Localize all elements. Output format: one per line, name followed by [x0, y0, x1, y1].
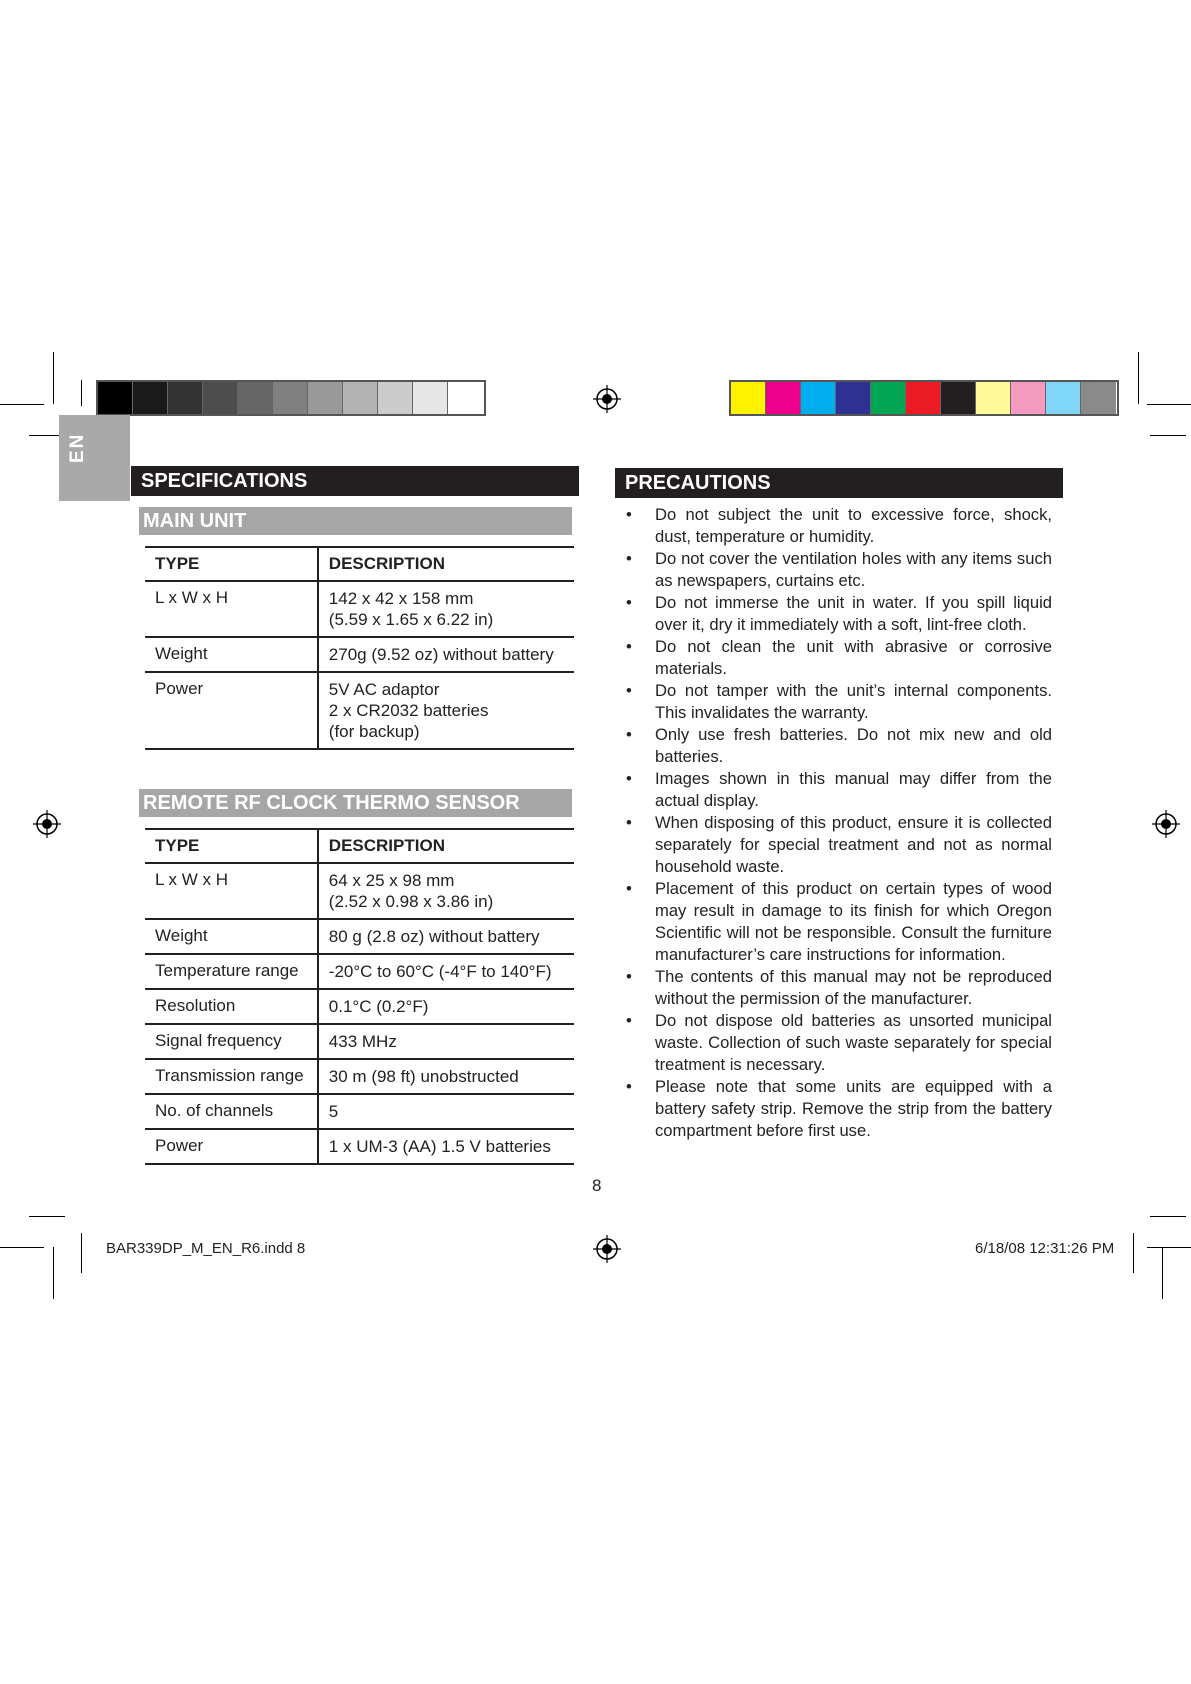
footer-timestamp: 6/18/08 12:31:26 PM — [975, 1240, 1115, 1257]
table-row — [145, 919, 574, 954]
table-row — [145, 954, 574, 989]
page-number: 8 — [592, 1176, 602, 1195]
spec-type-cell: No. of channels — [145, 1094, 318, 1129]
bullet-icon: • — [626, 637, 632, 656]
list-item — [622, 504, 1052, 548]
spec-type-cell: Weight — [145, 637, 318, 672]
crop-mark — [1138, 352, 1139, 404]
crop-mark — [1162, 1247, 1163, 1299]
list-item — [622, 812, 1052, 878]
spec-description-line: -20°C to 60°C (-4°F to 140°F) — [328, 962, 552, 981]
color-swatch — [906, 382, 941, 414]
crop-mark — [0, 404, 44, 405]
color-swatch — [98, 382, 133, 414]
precaution-text: Do not clean the unit with abrasive or corrosive materials. — [655, 637, 1052, 678]
bullet-icon: • — [626, 1077, 632, 1096]
bullet-icon: • — [626, 769, 632, 788]
table-row — [145, 672, 574, 749]
table-row — [145, 1059, 574, 1094]
crop-mark — [29, 1216, 65, 1217]
registration-mark-icon — [593, 1235, 621, 1263]
precaution-text: The contents of this manual may not be reproduced without the permission of the manufacturer. — [655, 967, 1052, 1008]
spec-description-line: 433 MHz — [328, 1032, 397, 1051]
spec-description-cell — [318, 637, 574, 672]
list-item — [622, 966, 1052, 1010]
spec-type-cell: L x W x H — [145, 863, 318, 919]
spec-description-cell — [318, 863, 574, 919]
crop-mark — [0, 1247, 44, 1248]
spec-description-cell — [318, 1094, 574, 1129]
precaution-text: Images shown in this manual may differ from the actual display. — [655, 769, 1052, 810]
crop-mark — [1147, 404, 1191, 405]
spec-description-cell — [318, 954, 574, 989]
precaution-text: Please note that some units are equipped with a battery safety strip. Remove the strip from the battery compartment before first use. — [655, 1077, 1052, 1140]
list-item — [622, 1010, 1052, 1076]
spec-description-line: 5V AC adaptor — [328, 680, 440, 699]
main-unit-spec-table — [145, 546, 574, 750]
table-row — [145, 1024, 574, 1059]
table-header-description: DESCRIPTION — [318, 547, 574, 581]
list-item — [622, 878, 1052, 966]
bullet-icon: • — [626, 505, 632, 524]
registration-mark-icon — [33, 810, 61, 838]
bullet-icon: • — [626, 725, 632, 744]
footer-filename: BAR339DP_M_EN_R6.indd 8 — [106, 1240, 306, 1257]
spec-description-line: 2 x CR2032 batteries — [328, 701, 489, 720]
table-row — [145, 1129, 574, 1164]
list-item — [622, 636, 1052, 680]
spec-description-line: (2.52 x 0.98 x 3.86 in) — [328, 892, 494, 911]
color-swatch — [238, 382, 273, 414]
crop-mark — [81, 380, 82, 406]
spec-type-cell: Transmission range — [145, 1059, 318, 1094]
bullet-icon: • — [626, 813, 632, 832]
crop-mark — [1150, 435, 1186, 436]
table-header-type: TYPE — [145, 829, 318, 863]
spec-type-cell: Power — [145, 1129, 318, 1164]
table-row — [145, 1094, 574, 1129]
color-swatch — [836, 382, 871, 414]
table-row — [145, 989, 574, 1024]
precaution-text: Do not immerse the unit in water. If you spill liquid over it, dry it immediately with a soft, lint-free cloth. — [655, 593, 1052, 634]
color-swatch — [941, 382, 976, 414]
precautions-list — [622, 504, 1052, 1142]
list-item — [622, 724, 1052, 768]
language-tab-label: EN — [67, 432, 88, 463]
color-swatch — [731, 382, 766, 414]
color-swatch — [1011, 382, 1046, 414]
language-tab — [59, 415, 130, 501]
precaution-text: Do not subject the unit to excessive force, shock, dust, temperature or humidity. — [655, 505, 1052, 546]
color-swatch — [343, 382, 378, 414]
color-swatch — [1046, 382, 1081, 414]
color-swatch — [308, 382, 343, 414]
remote-sensor-spec-table — [145, 828, 574, 1165]
color-swatch — [871, 382, 906, 414]
spec-description-cell — [318, 1129, 574, 1164]
list-item — [622, 768, 1052, 812]
main-unit-heading: MAIN UNIT — [139, 507, 572, 535]
spec-description-line: 64 x 25 x 98 mm — [328, 871, 455, 890]
list-item — [622, 548, 1052, 592]
spec-description-line: (5.59 x 1.65 x 6.22 in) — [328, 610, 494, 629]
precautions-heading: PRECAUTIONS — [615, 468, 1063, 498]
process-color-bar — [729, 380, 1119, 416]
list-item — [622, 680, 1052, 724]
spec-type-cell: Temperature range — [145, 954, 318, 989]
bullet-icon: • — [626, 593, 632, 612]
grayscale-color-bar — [96, 380, 486, 416]
color-swatch — [766, 382, 801, 414]
spec-description-line: 5 — [328, 1102, 339, 1121]
spec-description-line: 270g (9.52 oz) without battery — [328, 645, 554, 664]
spec-type-cell: Power — [145, 672, 318, 749]
table-row — [145, 581, 574, 637]
color-swatch — [273, 382, 308, 414]
bullet-icon: • — [626, 681, 632, 700]
precaution-text: When disposing of this product, ensure it is collected separately for special treatment and not as normal household waste. — [655, 813, 1052, 876]
color-swatch — [448, 382, 483, 414]
spec-description-cell — [318, 581, 574, 637]
bullet-icon: • — [626, 967, 632, 986]
bullet-icon: • — [626, 549, 632, 568]
spec-description-line: 80 g (2.8 oz) without battery — [328, 927, 540, 946]
precaution-text: Do not dispose old batteries as unsorted municipal waste. Collection of such waste separately for special treatment is necessary. — [655, 1011, 1052, 1074]
spec-description-line: 0.1°C (0.2°F) — [328, 997, 429, 1016]
color-swatch — [133, 382, 168, 414]
crop-mark — [1150, 1216, 1186, 1217]
remote-sensor-heading: REMOTE RF CLOCK THERMO SENSOR — [139, 789, 572, 817]
color-swatch — [378, 382, 413, 414]
bullet-icon: • — [626, 879, 632, 898]
table-header-description: DESCRIPTION — [318, 829, 574, 863]
spec-type-cell: L x W x H — [145, 581, 318, 637]
spec-description-line: 1 x UM-3 (AA) 1.5 V batteries — [328, 1137, 551, 1156]
spec-type-cell: Weight — [145, 919, 318, 954]
registration-mark-icon — [593, 385, 621, 413]
table-header-type: TYPE — [145, 547, 318, 581]
spec-description-cell — [318, 1059, 574, 1094]
bullet-icon: • — [626, 1011, 632, 1030]
crop-mark — [1133, 1233, 1134, 1273]
list-item — [622, 592, 1052, 636]
spec-description-cell — [318, 919, 574, 954]
crop-mark — [53, 352, 54, 404]
spec-description-cell — [318, 1024, 574, 1059]
spec-description-line: (for backup) — [328, 722, 420, 741]
precaution-text: Only use fresh batteries. Do not mix new and old batteries. — [655, 725, 1052, 766]
crop-mark — [81, 1233, 82, 1273]
precaution-text: Do not cover the ventilation holes with any items such as newspapers, curtains etc. — [655, 549, 1052, 590]
table-row — [145, 863, 574, 919]
spec-description-line: 142 x 42 x 158 mm — [328, 589, 474, 608]
precaution-text: Placement of this product on certain types of wood may result in damage to its finish for which Oregon Scientific will not be responsible. Consult the furniture manufacturer’s care instructions for information. — [655, 879, 1052, 964]
spec-description-cell — [318, 672, 574, 749]
crop-mark — [1147, 1247, 1191, 1248]
registration-mark-icon — [1152, 810, 1180, 838]
table-row — [145, 637, 574, 672]
list-item — [622, 1076, 1052, 1142]
color-swatch — [801, 382, 836, 414]
specifications-heading: SPECIFICATIONS — [131, 466, 579, 496]
color-swatch — [413, 382, 448, 414]
color-swatch — [203, 382, 238, 414]
color-swatch — [168, 382, 203, 414]
spec-type-cell: Signal frequency — [145, 1024, 318, 1059]
crop-mark — [53, 1247, 54, 1299]
spec-description-cell — [318, 989, 574, 1024]
precaution-text: Do not tamper with the unit’s internal components. This invalidates the warranty. — [655, 681, 1052, 722]
color-swatch — [1081, 382, 1116, 414]
color-swatch — [976, 382, 1011, 414]
spec-description-line: 30 m (98 ft) unobstructed — [328, 1067, 519, 1086]
spec-type-cell: Resolution — [145, 989, 318, 1024]
